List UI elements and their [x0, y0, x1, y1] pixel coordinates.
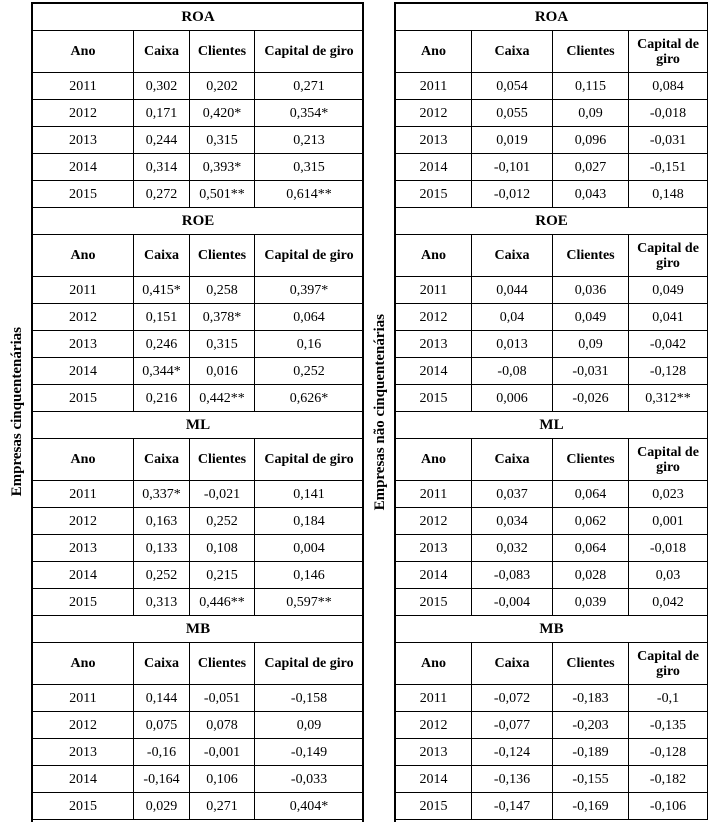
cell-working-capital: 0,084	[629, 73, 708, 100]
cell-cash: 0,302	[134, 73, 190, 100]
cell-working-capital: 0,09	[255, 712, 364, 739]
cell-working-capital: 0,315	[255, 154, 364, 181]
section-title-row	[396, 208, 708, 235]
table-row	[396, 685, 708, 712]
cell-working-capital: 0,213	[255, 127, 364, 154]
cell-year: 2014	[396, 358, 472, 385]
cell-working-capital: -0,151	[629, 154, 708, 181]
table-row	[396, 181, 708, 208]
cell-clients: -0,021	[190, 481, 255, 508]
cell-year: 2015	[396, 385, 472, 412]
cell-working-capital: 0,271	[255, 73, 364, 100]
cell-working-capital: -0,135	[629, 712, 708, 739]
header-working-capital: Capital de giro	[255, 439, 364, 481]
cell-year: 2013	[396, 331, 472, 358]
cell-clients: -0,203	[553, 712, 629, 739]
cell-clients: 0,420*	[190, 100, 255, 127]
right-group-label: Empresas não cinquentenárias	[371, 313, 388, 511]
header-year: Ano	[33, 439, 134, 481]
left-group-label-wrapper	[2, 2, 32, 822]
table-row	[33, 481, 364, 508]
cell-working-capital: -0,106	[629, 793, 708, 820]
cell-clients: -0,031	[553, 358, 629, 385]
table-row	[396, 277, 708, 304]
cell-cash: 0,054	[472, 73, 553, 100]
cell-clients: 0,108	[190, 535, 255, 562]
cell-year: 2011	[396, 481, 472, 508]
cell-cash: 0,144	[134, 685, 190, 712]
column-header-row	[396, 439, 708, 481]
column-header-row	[396, 235, 708, 277]
cell-working-capital: 0,397*	[255, 277, 364, 304]
cell-year: 2015	[33, 181, 134, 208]
table-row	[396, 304, 708, 331]
header-year: Ano	[33, 31, 134, 73]
cell-year: 2014	[33, 766, 134, 793]
cell-clients: 0,064	[553, 535, 629, 562]
header-working-capital: Capital de giro	[629, 31, 708, 73]
table-row	[33, 712, 364, 739]
table-row	[396, 154, 708, 181]
cell-year: 2012	[33, 508, 134, 535]
cell-clients: 0,258	[190, 277, 255, 304]
cell-year: 2013	[396, 127, 472, 154]
table-row	[33, 154, 364, 181]
table-row	[396, 127, 708, 154]
cell-working-capital: -0,042	[629, 331, 708, 358]
cell-cash: -0,164	[134, 766, 190, 793]
cell-cash: 0,151	[134, 304, 190, 331]
cell-year: 2012	[396, 508, 472, 535]
cell-cash: -0,16	[134, 739, 190, 766]
cell-cash: 0,04	[472, 304, 553, 331]
cell-working-capital: 0,141	[255, 481, 364, 508]
cell-clients: 0,062	[553, 508, 629, 535]
table-row	[396, 100, 708, 127]
section-title-row	[396, 412, 708, 439]
section-title-row	[33, 3, 364, 31]
cell-clients: 0,501**	[190, 181, 255, 208]
cell-working-capital: 0,049	[629, 277, 708, 304]
cell-cash: 0,055	[472, 100, 553, 127]
cell-year: 2013	[33, 535, 134, 562]
section-title-row	[396, 3, 708, 31]
cell-year: 2014	[33, 562, 134, 589]
cell-year: 2015	[396, 793, 472, 820]
header-year: Ano	[33, 235, 134, 277]
cell-clients: 0,106	[190, 766, 255, 793]
cell-working-capital: 0,042	[629, 589, 708, 616]
header-working-capital: Capital de giro	[629, 643, 708, 685]
table-row	[33, 385, 364, 412]
cell-cash: 0,032	[472, 535, 553, 562]
header-clients: Clientes	[553, 643, 629, 685]
table-row	[396, 712, 708, 739]
table-row	[396, 358, 708, 385]
header-cash: Caixa	[472, 439, 553, 481]
table-row	[33, 127, 364, 154]
table-row	[396, 793, 708, 820]
cell-clients: -0,026	[553, 385, 629, 412]
cell-year: 2013	[33, 331, 134, 358]
table-row	[33, 181, 364, 208]
header-clients: Clientes	[553, 235, 629, 277]
cell-year: 2012	[33, 712, 134, 739]
table-row	[33, 766, 364, 793]
cell-year: 2014	[33, 358, 134, 385]
header-cash: Caixa	[134, 439, 190, 481]
cell-cash: -0,004	[472, 589, 553, 616]
cell-working-capital: 0,023	[629, 481, 708, 508]
cell-year: 2011	[33, 481, 134, 508]
cell-cash: 0,272	[134, 181, 190, 208]
cell-clients: 0,09	[553, 331, 629, 358]
cell-working-capital: 0,001	[629, 508, 708, 535]
cell-working-capital: 0,16	[255, 331, 364, 358]
header-clients: Clientes	[553, 439, 629, 481]
cell-cash: 0,415*	[134, 277, 190, 304]
section-title: MB	[33, 616, 364, 643]
cell-year: 2015	[33, 385, 134, 412]
cell-clients: 0,315	[190, 331, 255, 358]
cell-year: 2014	[396, 766, 472, 793]
cell-cash: 0,037	[472, 481, 553, 508]
cell-cash: 0,337*	[134, 481, 190, 508]
cell-cash: -0,072	[472, 685, 553, 712]
cell-working-capital: 0,614**	[255, 181, 364, 208]
cell-cash: -0,136	[472, 766, 553, 793]
cell-cash: 0,216	[134, 385, 190, 412]
cell-year: 2015	[396, 589, 472, 616]
cell-year: 2011	[396, 73, 472, 100]
cell-working-capital: 0,354*	[255, 100, 364, 127]
cell-working-capital: 0,03	[629, 562, 708, 589]
cell-cash: 0,163	[134, 508, 190, 535]
cell-clients: -0,183	[553, 685, 629, 712]
header-year: Ano	[396, 235, 472, 277]
cell-cash: 0,344*	[134, 358, 190, 385]
cell-cash: -0,147	[472, 793, 553, 820]
table-row	[33, 304, 364, 331]
cell-working-capital: -0,182	[629, 766, 708, 793]
table-row	[33, 535, 364, 562]
header-clients: Clientes	[190, 439, 255, 481]
cell-working-capital: 0,252	[255, 358, 364, 385]
cell-clients: 0,202	[190, 73, 255, 100]
header-year: Ano	[396, 439, 472, 481]
cell-working-capital: -0,128	[629, 358, 708, 385]
cell-working-capital: -0,128	[629, 739, 708, 766]
header-cash: Caixa	[472, 31, 553, 73]
cell-cash: 0,133	[134, 535, 190, 562]
section-title: ML	[396, 412, 708, 439]
cell-year: 2011	[396, 277, 472, 304]
cell-clients: 0,09	[553, 100, 629, 127]
cell-working-capital: 0,064	[255, 304, 364, 331]
cell-year: 2014	[33, 154, 134, 181]
column-header-row	[33, 643, 364, 685]
cell-cash: -0,124	[472, 739, 553, 766]
cell-working-capital: -0,149	[255, 739, 364, 766]
table-row	[33, 739, 364, 766]
cell-clients: 0,039	[553, 589, 629, 616]
header-clients: Clientes	[190, 643, 255, 685]
cell-cash: -0,012	[472, 181, 553, 208]
cell-working-capital: -0,033	[255, 766, 364, 793]
header-cash: Caixa	[134, 235, 190, 277]
section-title-row	[396, 616, 708, 643]
section-title-row	[33, 616, 364, 643]
cell-cash: 0,246	[134, 331, 190, 358]
cell-clients: 0,115	[553, 73, 629, 100]
cell-clients: 0,043	[553, 181, 629, 208]
cell-cash: 0,252	[134, 562, 190, 589]
cell-clients: 0,271	[190, 793, 255, 820]
header-clients: Clientes	[553, 31, 629, 73]
cell-cash: -0,101	[472, 154, 553, 181]
cell-clients: -0,001	[190, 739, 255, 766]
cell-year: 2011	[396, 685, 472, 712]
cell-clients: 0,078	[190, 712, 255, 739]
cell-working-capital: 0,004	[255, 535, 364, 562]
cell-cash: 0,313	[134, 589, 190, 616]
cell-year: 2013	[396, 739, 472, 766]
header-working-capital: Capital de giro	[629, 439, 708, 481]
table-row	[33, 508, 364, 535]
table-row	[33, 100, 364, 127]
section-title: ROA	[33, 3, 364, 31]
cell-year: 2012	[396, 304, 472, 331]
section-title: ROE	[396, 208, 708, 235]
cell-year: 2015	[33, 589, 134, 616]
column-header-row	[33, 439, 364, 481]
column-header-row	[396, 31, 708, 73]
column-header-row	[33, 235, 364, 277]
header-cash: Caixa	[134, 31, 190, 73]
cell-clients: -0,051	[190, 685, 255, 712]
section-title: ROE	[33, 208, 364, 235]
table-row	[396, 562, 708, 589]
table-row	[396, 739, 708, 766]
table-row	[396, 481, 708, 508]
table-row	[396, 535, 708, 562]
right-group-label-wrapper	[365, 2, 395, 822]
header-working-capital: Capital de giro	[255, 643, 364, 685]
section-title: MB	[396, 616, 708, 643]
cell-year: 2011	[33, 73, 134, 100]
cell-year: 2011	[33, 277, 134, 304]
cell-clients: 0,315	[190, 127, 255, 154]
cell-cash: 0,013	[472, 331, 553, 358]
cell-year: 2013	[33, 739, 134, 766]
cell-clients: 0,016	[190, 358, 255, 385]
table-row	[33, 277, 364, 304]
cell-cash: -0,077	[472, 712, 553, 739]
table-row	[396, 589, 708, 616]
cell-working-capital: -0,018	[629, 535, 708, 562]
cell-working-capital: -0,031	[629, 127, 708, 154]
section-title-row	[33, 412, 364, 439]
cell-clients: 0,049	[553, 304, 629, 331]
table-row	[33, 589, 364, 616]
header-clients: Clientes	[190, 235, 255, 277]
cell-working-capital: 0,184	[255, 508, 364, 535]
cell-clients: -0,189	[553, 739, 629, 766]
section-title: ROA	[396, 3, 708, 31]
column-header-row	[396, 643, 708, 685]
header-year: Ano	[33, 643, 134, 685]
cell-clients: 0,027	[553, 154, 629, 181]
header-clients: Clientes	[190, 31, 255, 73]
cell-working-capital: 0,312**	[629, 385, 708, 412]
header-cash: Caixa	[134, 643, 190, 685]
cell-year: 2012	[33, 304, 134, 331]
cell-cash: 0,171	[134, 100, 190, 127]
header-cash: Caixa	[472, 643, 553, 685]
cell-year: 2011	[33, 685, 134, 712]
cell-cash: 0,075	[134, 712, 190, 739]
cell-clients: 0,215	[190, 562, 255, 589]
cell-clients: 0,446**	[190, 589, 255, 616]
cell-year: 2013	[33, 127, 134, 154]
section-title: ML	[33, 412, 364, 439]
cell-year: 2012	[33, 100, 134, 127]
column-header-row	[33, 31, 364, 73]
cell-clients: 0,036	[553, 277, 629, 304]
cell-year: 2014	[396, 154, 472, 181]
table-row	[33, 685, 364, 712]
cell-working-capital: -0,018	[629, 100, 708, 127]
table-row	[33, 562, 364, 589]
cell-year: 2014	[396, 562, 472, 589]
left-correlation-table	[32, 2, 364, 820]
cell-working-capital: 0,597**	[255, 589, 364, 616]
cell-working-capital: -0,158	[255, 685, 364, 712]
table-row	[33, 73, 364, 100]
cell-cash: 0,034	[472, 508, 553, 535]
cell-clients: -0,169	[553, 793, 629, 820]
section-title-row	[33, 208, 364, 235]
table-row	[396, 766, 708, 793]
cell-working-capital: 0,146	[255, 562, 364, 589]
table-row	[33, 793, 364, 820]
cell-year: 2015	[396, 181, 472, 208]
cell-cash: 0,044	[472, 277, 553, 304]
cell-year: 2013	[396, 535, 472, 562]
cell-working-capital: 0,041	[629, 304, 708, 331]
table-row	[33, 358, 364, 385]
header-year: Ano	[396, 31, 472, 73]
table-row	[396, 385, 708, 412]
cell-cash: -0,083	[472, 562, 553, 589]
cell-year: 2012	[396, 712, 472, 739]
cell-cash: 0,029	[134, 793, 190, 820]
cell-clients: 0,378*	[190, 304, 255, 331]
cell-clients: 0,064	[553, 481, 629, 508]
cell-working-capital: 0,626*	[255, 385, 364, 412]
cell-year: 2015	[33, 793, 134, 820]
cell-working-capital: -0,1	[629, 685, 708, 712]
cell-cash: -0,08	[472, 358, 553, 385]
table-row	[396, 331, 708, 358]
cell-cash: 0,019	[472, 127, 553, 154]
cell-year: 2012	[396, 100, 472, 127]
cell-clients: 0,442**	[190, 385, 255, 412]
cell-working-capital: 0,404*	[255, 793, 364, 820]
header-working-capital: Capital de giro	[255, 235, 364, 277]
header-cash: Caixa	[472, 235, 553, 277]
cell-clients: -0,155	[553, 766, 629, 793]
cell-cash: 0,314	[134, 154, 190, 181]
cell-working-capital: 0,148	[629, 181, 708, 208]
table-row	[396, 508, 708, 535]
left-group-label: Empresas cinquentenárias	[8, 327, 25, 497]
header-working-capital: Capital de giro	[255, 31, 364, 73]
cell-clients: 0,096	[553, 127, 629, 154]
header-working-capital: Capital de giro	[629, 235, 708, 277]
cell-clients: 0,393*	[190, 154, 255, 181]
cell-cash: 0,006	[472, 385, 553, 412]
table-row	[396, 73, 708, 100]
header-year: Ano	[396, 643, 472, 685]
cell-cash: 0,244	[134, 127, 190, 154]
cell-clients: 0,028	[553, 562, 629, 589]
cell-clients: 0,252	[190, 508, 255, 535]
right-correlation-table	[395, 2, 708, 820]
table-row	[33, 331, 364, 358]
